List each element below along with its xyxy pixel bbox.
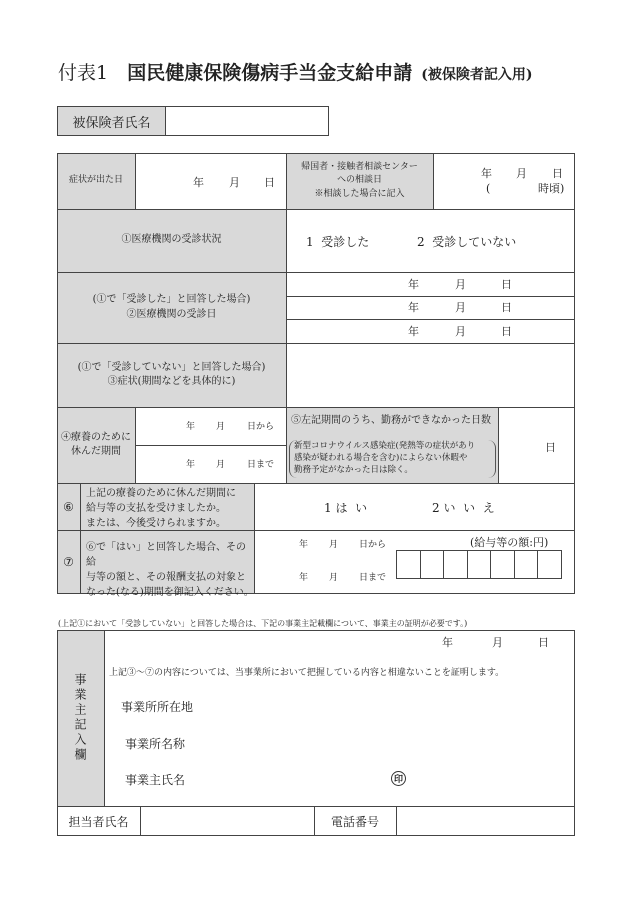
unable-days-field[interactable] xyxy=(499,408,574,483)
visit-date-2[interactable] xyxy=(287,297,574,319)
owner-name-label: 事業主氏名 xyxy=(125,773,186,787)
date-year: 年 xyxy=(408,278,419,291)
date-day: 日 xyxy=(501,325,512,338)
symptoms-desc-label: (①で「受診していない」と回答した場合) ③症状(期間などを具体的に) xyxy=(77,361,266,387)
date-month: 月 xyxy=(329,573,339,583)
q7-amount-digits[interactable] xyxy=(396,550,562,579)
rest-from-field[interactable] xyxy=(136,408,286,445)
consult-center-label: 帰国者・接触者相談センター への相談日 ※相談した場合に記入 xyxy=(301,162,418,199)
q6-option-yes[interactable]: 1 は い xyxy=(324,501,368,515)
page-title xyxy=(58,58,533,85)
visit-dates-label: (①で「受診した」と回答した場合) ②医療機関の受診日 xyxy=(92,294,251,320)
q6-question: 上記の療養のために休んだ期間に 給与等の支払を受けましたか。 または、今後受けられますか。 xyxy=(86,488,236,529)
person-in-charge-field[interactable] xyxy=(141,807,314,835)
date-month: 月 xyxy=(455,325,466,338)
employer-date-field[interactable] xyxy=(420,633,570,653)
phone-field[interactable] xyxy=(397,807,574,835)
date-year: 年 xyxy=(408,325,419,338)
phone-label: 電話番号 xyxy=(330,814,379,829)
date-month: 月 xyxy=(492,636,503,649)
seal-mark: 印 xyxy=(391,771,406,786)
employer-vertical-label: 事業主記入欄 xyxy=(73,673,87,763)
date-month: 月 xyxy=(455,278,466,291)
q7-number: ⑦ xyxy=(63,554,74,569)
date-day: 日 xyxy=(501,301,512,314)
rest-from-suffix: 日から xyxy=(247,422,275,432)
office-name-label: 事業所名称 xyxy=(125,737,186,751)
title-suffix: (被保険者記入用) xyxy=(421,67,533,83)
symptoms-desc-field[interactable] xyxy=(287,344,574,407)
q7-until-suffix: 日まで xyxy=(359,573,387,583)
date-month: 月 xyxy=(216,460,226,470)
date-year: 年 xyxy=(186,422,196,432)
office-address-field[interactable] xyxy=(200,692,570,716)
date-year: 年 xyxy=(481,167,492,180)
date-month: 月 xyxy=(329,540,339,550)
date-month: 月 xyxy=(516,167,527,180)
hour-label: 時頃) xyxy=(538,182,565,195)
title-main: 国民健康保険傷病手当金支給申請 xyxy=(127,62,413,84)
office-address-label: 事業所所在地 xyxy=(121,700,194,714)
office-name-field[interactable] xyxy=(200,729,570,753)
date-day: 日 xyxy=(501,278,512,291)
rest-period-label: ④療養のために 休んだ期間 xyxy=(61,431,131,457)
date-day: 日 xyxy=(538,636,549,649)
visit-option-no[interactable]: 2 受診していない xyxy=(417,235,517,249)
rest-until-suffix: 日まで xyxy=(247,460,275,470)
unable-days-label: ⑤左記期間のうち、勤務ができなかった日数 xyxy=(291,415,491,426)
visit-date-3[interactable] xyxy=(287,320,574,343)
q7-period-field[interactable] xyxy=(255,531,395,593)
employer-note: (上記①において「受診していない」と回答した場合は、下記の事業主記載欄について、事業主の証明が必要です。) xyxy=(58,619,468,628)
date-year: 年 xyxy=(186,460,196,470)
date-month: 月 xyxy=(216,422,226,432)
rest-until-field[interactable] xyxy=(136,446,286,483)
q7-question: ⑥で「はい」と回答した場合、その給 与等の額と、その報酬支払の対象と なった(なる)期間を御記入ください。 xyxy=(86,542,254,598)
date-month: 月 xyxy=(229,176,240,189)
visit-date-1[interactable] xyxy=(287,273,574,296)
visit-option-yes[interactable]: 1 受診した xyxy=(306,235,370,249)
exclusion-note: 新型コロナウイルス感染症(発熱等の症状があり 感染が疑われる場合を含む)によらない休暇や 勤務予定がなかった日は除く。 xyxy=(289,440,496,478)
insured-name-field[interactable] xyxy=(165,106,329,136)
days-suffix: 日 xyxy=(545,441,556,454)
q7-from-suffix: 日から xyxy=(359,540,387,550)
title-prefix: 付表1 xyxy=(58,62,109,84)
owner-name-field[interactable] xyxy=(200,765,380,789)
q6-option-no[interactable]: 2 い い え xyxy=(432,501,495,515)
date-year: 年 xyxy=(408,301,419,314)
symptom-date-label: 症状が出た日 xyxy=(68,175,123,186)
q7-amount-label: (給与等の額:円) xyxy=(470,536,549,549)
date-year: 年 xyxy=(299,540,309,550)
date-month: 月 xyxy=(455,301,466,314)
symptom-date-field[interactable] xyxy=(136,154,286,209)
consult-date-field[interactable] xyxy=(434,154,574,209)
hour-paren-open: ( xyxy=(486,182,491,195)
certify-text: 上記③〜⑦の内容については、当事業所において把握している内容と相違ないことを証明します。 xyxy=(109,668,505,678)
date-day: 日 xyxy=(552,167,563,180)
date-day: 日 xyxy=(264,176,275,189)
date-year: 年 xyxy=(193,176,204,189)
date-year: 年 xyxy=(299,573,309,583)
employer-section-label xyxy=(57,630,104,806)
q6-number: ⑥ xyxy=(63,499,74,514)
insured-name-label: 被保険者氏名 xyxy=(57,106,166,136)
person-in-charge-label: 担当者氏名 xyxy=(68,814,129,829)
visit-status-label: ①医療機関の受診状況 xyxy=(121,234,222,246)
date-year: 年 xyxy=(442,636,453,649)
